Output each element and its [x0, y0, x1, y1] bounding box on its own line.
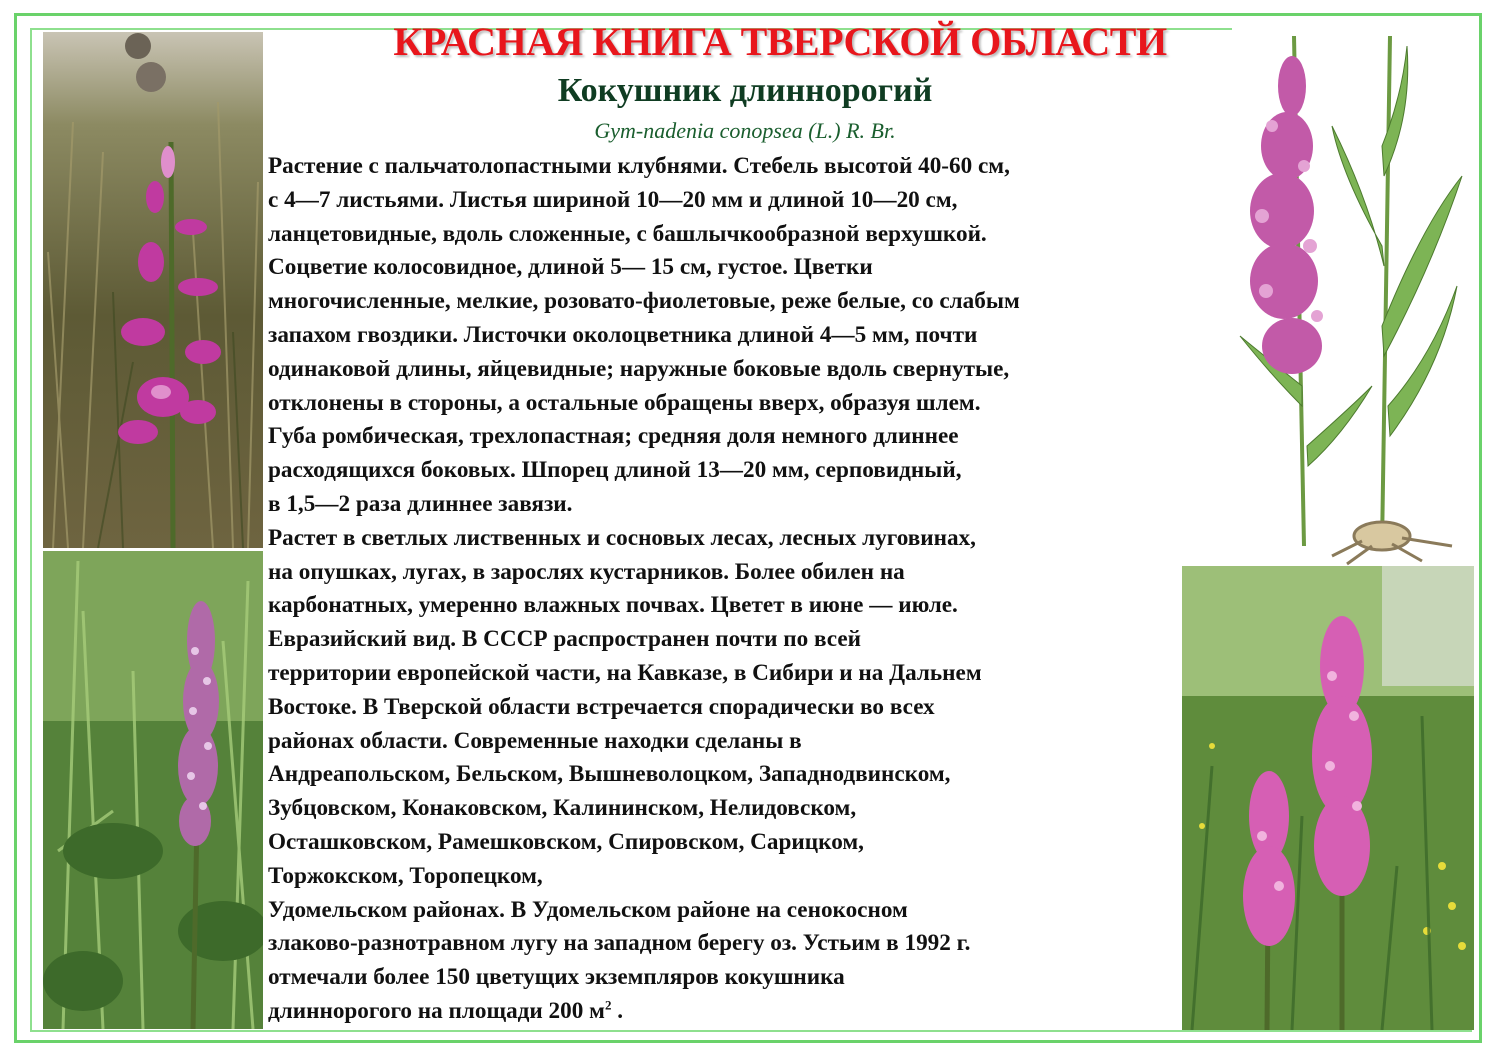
text-line: отклонены в стороны, а остальные обращены вверх, образуя шлем.	[268, 389, 981, 416]
text-line: расходящихся боковых. Шпорец длиной 13—20 мм, серповидный,	[268, 457, 962, 484]
text-line: на опушках, лугах, в зарослях кустарников. Более обилен на	[268, 558, 905, 585]
illustration-botanical-drawing	[1232, 26, 1476, 567]
text-line: районах области. Современные находки сделаны в	[268, 727, 802, 754]
text-line: ланцетовидные, вдоль сложенные, с башлычкообразной верхушкой.	[268, 220, 987, 247]
photo-orchid-closeup	[43, 32, 263, 548]
text-line: Растение с пальчатолопастными клубнями. Стебель высотой 40-60 см,	[268, 153, 1010, 179]
text-line: в 1,5—2 раза длиннее завязи.	[268, 490, 573, 517]
text-line: Андреапольском, Бельском, Вышневолоцком, Западнодвинском,	[268, 761, 951, 788]
photo-orchid-in-grass	[43, 551, 263, 1029]
text-line: Торжокском, Торопецком,	[268, 862, 543, 889]
square-superscript: 2	[604, 997, 612, 1013]
text-line: многочисленные, мелкие, розовато-фиолетовые, реже белые, со слабым	[268, 288, 1020, 315]
text-line: Востоке. В Тверской области встречается спорадически во всех	[268, 693, 935, 720]
text-line: Удомельском районах. В Удомельском районе на сенокосном	[268, 896, 908, 923]
text-line: Евразийский вид. В СССР распространен почти по всей	[268, 626, 862, 653]
text-line: злаково-разнотравном лугу на западном берегу оз. Устьим в 1992 г.	[268, 930, 971, 957]
species-name: Кокушник длиннорогий	[557, 72, 933, 109]
text-line: Растет в светлых лиственных и сосновых лесах, лесных луговинах,	[268, 524, 976, 551]
text-line: карбонатных, умеренно влажных почвах. Цветет в июне — июле.	[268, 592, 958, 619]
text-line: одинаковой длины, яйцевидные; наружные боковые вдоль свернутые,	[268, 355, 1010, 382]
text-line: Губа ромбическая, трехлопастная; средняя доля немного длиннее	[268, 423, 959, 450]
text-line: территории европейской части, на Кавказе, в Сибири и на Дальнем	[268, 659, 982, 686]
text-line: отмечали более 150 цветущих экземпляров кокушника	[268, 964, 845, 991]
last-line-end: .	[611, 997, 624, 1024]
species-description	[268, 150, 1228, 1029]
text-line: Соцветие колосовидное, длиной 5— 15 см, густое. Цветки	[268, 254, 873, 281]
text-line: Осташковском, Рамешковском, Спировском, Сарицком,	[268, 828, 864, 855]
text-line: запахом гвоздики. Листочки околоцветника длиной 4—5 мм, почти	[268, 321, 978, 348]
latin-name: Gym-nadenia conopsea (L.) R. Br.	[594, 118, 896, 143]
last-line-text: длиннорогого на площади 200 м	[268, 997, 605, 1024]
text-line: Зубцовском, Конаковском, Калининском, Нелидовском,	[268, 795, 857, 822]
text-line: с 4—7 листьями. Листья шириной 10—20 мм и длиной 10—20 см,	[268, 186, 958, 213]
page-title: КРАСНАЯ КНИГА ТВЕРСКОЙ ОБЛАСТИ	[393, 19, 1167, 64]
text-line-last	[268, 995, 1228, 1029]
